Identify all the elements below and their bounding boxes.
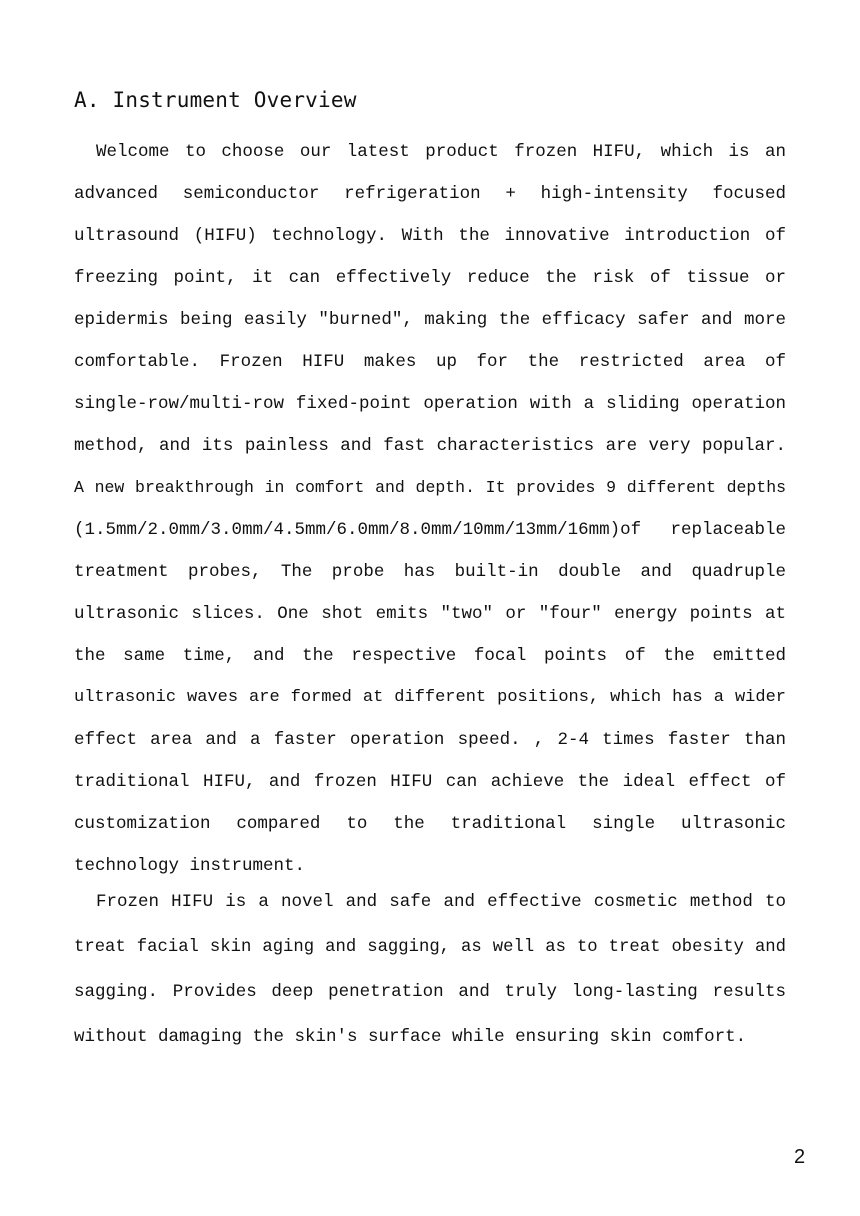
text-line: ultrasonic slices. One shot emits "two" or "four" energy points at	[74, 604, 786, 624]
text-line: treatment probes, The probe has built-in double and quadruple	[74, 562, 786, 582]
text-line: the same time, and the respective focal points of the emitted	[74, 646, 786, 666]
paragraph-benefits	[74, 880, 786, 1060]
text-line: Frozen HIFU is a novel and safe and effective cosmetic method to	[96, 892, 786, 912]
text-line: traditional HIFU, and frozen HIFU can achieve the ideal effect of	[74, 772, 786, 792]
text-line: freezing point, it can effectively reduce the risk of tissue or	[74, 268, 786, 288]
text-line: method, and its painless and fast characteristics are very popular.	[74, 436, 786, 456]
text-line: effect area and a faster operation speed. , 2-4 times faster than	[74, 730, 786, 750]
text-line: sagging. Provides deep penetration and truly long-lasting results	[74, 982, 786, 1002]
text-line: comfortable. Frozen HIFU makes up for the restricted area of	[74, 352, 786, 372]
text-line: technology instrument.	[74, 856, 306, 876]
text-line: customization compared to the traditional single ultrasonic	[74, 814, 786, 834]
text-line: ultrasonic waves are formed at different positions, which has a wider	[74, 688, 786, 707]
page-number: 2	[794, 1146, 806, 1168]
text-line: A new breakthrough in comfort and depth. It provides 9 different depths	[74, 478, 786, 497]
text-line: (1.5mm/2.0mm/3.0mm/4.5mm/6.0mm/8.0mm/10mm/13mm/16mm)of replaceable	[74, 520, 786, 540]
text-line: advanced semiconductor refrigeration + high-intensity focused	[74, 184, 786, 204]
paragraph-overview	[74, 131, 786, 887]
text-line: treat facial skin aging and sagging, as well as to treat obesity and	[74, 938, 786, 957]
text-line: Welcome to choose our latest product frozen HIFU, which is an	[96, 142, 786, 162]
text-line: single-row/multi-row fixed-point operation with a sliding operation	[74, 394, 786, 414]
text-line: epidermis being easily "burned", making the efficacy safer and more	[74, 310, 786, 330]
section-heading: A. Instrument Overview	[74, 88, 357, 112]
text-line: ultrasound (HIFU) technology. With the innovative introduction of	[74, 226, 786, 246]
text-line: without damaging the skin's surface while ensuring skin comfort.	[74, 1027, 747, 1047]
